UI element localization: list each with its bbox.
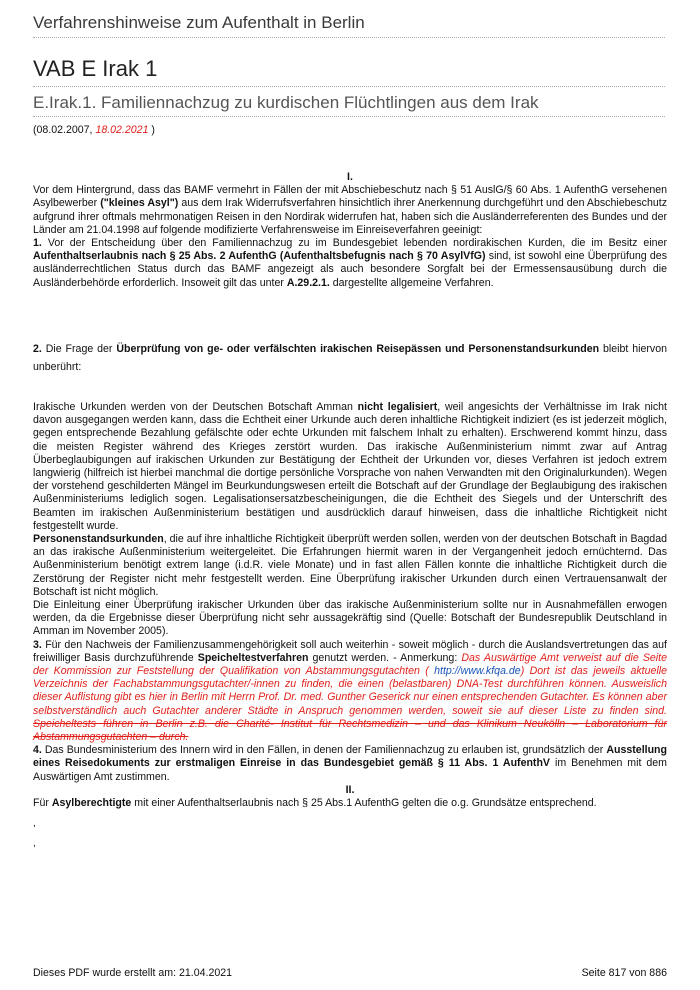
paragraph-point-3: 3. Für den Nachweis der Familienzusammengehörigkeit soll auch weiterhin - soweit möglich - durch die Auslandsvertretungen das auf freiwilliger Basis durchzuführende Speicheltestverfahren genutzt werden. - Anmerkung: Das Auswärtige Amt verweist auf die Seite der Kommission zur Feststellung der Qualifikation von Abstammungsgutachten ( http://www.kfqa.de) Dort ist das jeweils aktuelle Verzeichnis der Fachabstammungsgutachter/-innen zu finden, die einen (belastbaren) DNA-Test durchführen können. Ausweislich dieser Auflistung gibt es hier in Berlin mit Herrn Prof. Dr. med. Gunther Geserick nur einen entsprechenden Gutachter. Es können aber selbstverständlich auch Gutachter anderer Städte in Anspruch genommen werden, soweit sie auf dieser Liste zu finden sind. Speicheltests führen in Berlin z.B. die Charité- Institut für Rechtsmedizin – und das Klinikum Neukölln – Laboratorium für Abstammungsgutachten – durch. xyxy=(33,638,667,744)
paragraph-point-2: 2. Die Frage der Überprüfung von ge- oder verfälschten irakischen Reisepässen und Personenstandsurkunden bleibt hiervon unberührt: xyxy=(33,343,667,373)
footer-page-number: Seite 817 von 886 xyxy=(581,967,667,979)
title-divider xyxy=(33,86,665,87)
footer-created: Dieses PDF wurde erstellt am: 21.04.2021 xyxy=(33,967,233,979)
section-one xyxy=(33,171,667,290)
date-close: ) xyxy=(148,124,155,136)
section-subtitle: E.Irak.1. Familiennachzug zu kurdischen Flüchtlingen aus dem Irak xyxy=(33,93,539,112)
paragraph-legalisation: Irakische Urkunden werden von der Deutschen Botschaft Amman nicht legalisiert, weil angesichts der Verhältnisse im Irak nicht davon ausgegangen werden kann, dass die Echtheit einer Urkunde auch deren inhaltliche Richtigkeit indiziert (es ist jederzeit möglich, gegen entsprechende Bezahlung gefälschte oder echte Urkunden mit falschem Inhalt zu erhalten). Erschwerend kommt hinzu, dass die meisten Register während des Krieges zerstört wurden. Das irakische Außenministerium nimmt zwar auf Antrag Überbeglaubigungen auf irakischen Urkunden zur Bestätigung der Echtheit der Urkunden vor, dieses Verfahren ist jedoch extrem langwierig (hilfreich ist hierbei manchmal die dortige persönliche Vorsprache von nahen Verwandten mit den Originalurkunden). Wegen der vorstehend geschilderten Mängel im Beurkundungswesen erteilt die Botschaft auf der Grundlage der Beglaubigung des irakischen Außenministeriums lediglich sogen. Legalisationsersatzbescheinigungen, die die Echtheit des Siegels und der Unterschrift des Beamten im irakischen Außenministerium bestätigen und ausdrücklich darauf hinweisen, dass die inhaltliche Richtigkeit nicht festgestellt wurde. xyxy=(33,401,667,532)
kfqa-link[interactable]: http://www.kfqa.de xyxy=(434,665,521,678)
paragraph-point-1: 1. Vor der Entscheidung über den Familiennachzug zu im Bundesgebiet lebenden nordirakischen Kurden, die im Besitz einer Aufenthaltserlaubnis nach § 25 Abs. 2 AufenthG (Aufenthaltsbefugnis nach § 70 AsylVfG) sind, ist sowohl eine Überprüfung des ausländerrechtlichen Status durch das BAMF angezeigt als auch besondere Sorgfalt bei der Ermessensausübung durch die Ausländerbehörde erforderlich. Insoweit gilt das unter A.29.2.1. dargestellte allgemeine Verfahren. xyxy=(33,237,667,289)
document-title: VAB E Irak 1 xyxy=(33,56,158,81)
section-one-continued xyxy=(33,401,667,810)
paragraph-asylum: Für Asylberechtigte mit einer Aufenthaltserlaubnis nach § 25 Abs.1 AufenthG gelten die o.g. Grundsätze entsprechend. xyxy=(33,797,597,810)
header-title: Verfahrenshinweise zum Aufenthalt in Berlin xyxy=(33,13,365,32)
section-heading-2: II. xyxy=(345,783,355,796)
paragraph-point-4: 4. Das Bundesministerium des Innern wird in den Fällen, in denen der Familiennachzug zu erlauben ist, grundsätzlich der Ausstellung eines Reisedokuments zur erstmaligen Einreise in das Bundesgebiet gemäß § 11 Abs. 1 AufenthV im Benehmen mit dem Auswärtigen Amt zustimmen. xyxy=(33,744,667,783)
paragraph-verification: Die Einleitung einer Überprüfung irakischer Urkunden über das irakische Außenministerium sollte nur in Ausnahmefällen erwogen werden, da die Ergebnisse dieser Überprüfung nicht sehr aussagekräftig sind (Quelle: Botschaft der Bundesrepublik Deutschland in Amman im November 2005). xyxy=(33,599,667,638)
date-original: (08.02.2007, xyxy=(33,124,96,136)
section-heading: I. xyxy=(347,171,353,183)
subtitle-divider xyxy=(33,116,665,117)
header-divider xyxy=(33,37,665,38)
date-line xyxy=(33,124,155,136)
stray-mark: , xyxy=(33,838,36,849)
date-revised: 18.02.2021 xyxy=(95,124,149,136)
struck-text: Speicheltests führen in Berlin z.B. die Charité- Institut für Rechtsmedizin – und das Klinikum Neukölln – Laboratorium für Abstammungsgutachten – durch. xyxy=(33,717,667,744)
paragraph-intro: Vor dem Hintergrund, dass das BAMF vermehrt in Fällen der mit Abschiebeschutz nach § 51 AuslG/§ 60 Abs. 1 AufenthG versehenen Asylbewerber ("kleines Asyl") aus dem Irak Widerrufsverfahren hinsichtlich ihrer Anerkennung durchgeführt und den Abschiebeschutz aufgrund ihrer oftmals mehrmonatigen Reisen in den Nordirak widerrufen hat, haben sich die Ausländerreferenten des Bundes und der Länder am 21.04.1998 auf folgende modifizierte Verfahrensweise im Einreiseverfahren geeinigt: xyxy=(33,184,668,236)
paragraph-civil-status: Personenstandsurkunden, die auf ihre inhaltliche Richtigkeit überprüft werden sollen, werden von der deutschen Botschaft in Bagdad an das irakische Außenministerium weitergeleitet. Die Erfahrungen hiermit waren in der Vergangenheit jedoch ernüchternd. Das Außenministerium benötigt extrem lange (i.d.R. viele Monate) und in fast allen Fällen konnte die inhaltliche Richtigkeit durch die Zerstörung der Register nicht mehr festgestellt werden. Eine Überprüfung irakischer Urkunden durch einen Vertrauensanwalt der Botschaft ist nicht möglich. xyxy=(33,533,667,598)
stray-mark: , xyxy=(33,818,36,829)
